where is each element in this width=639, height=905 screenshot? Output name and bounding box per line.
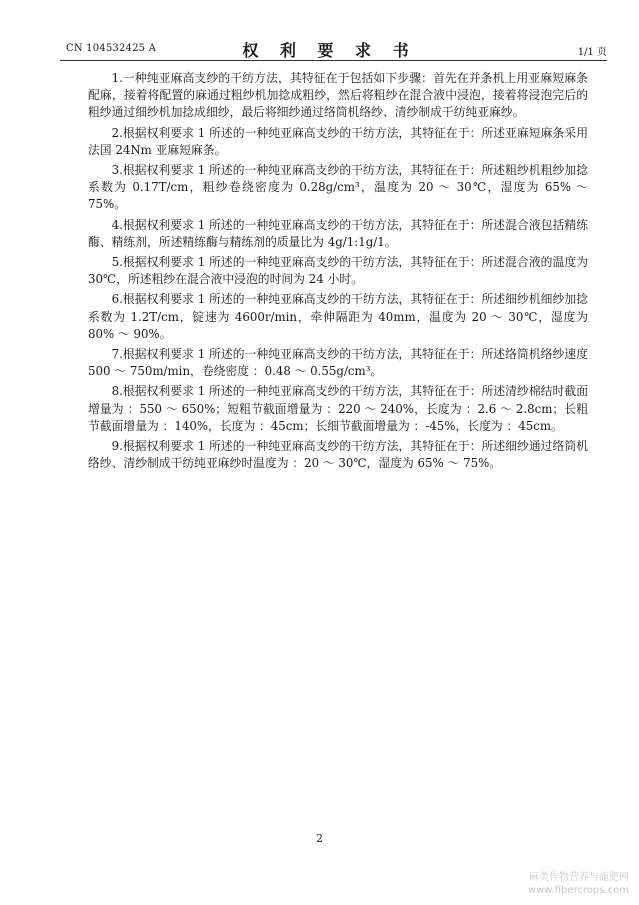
publication-number: CN 104532425 A [66,43,157,54]
claim-3: 3.根据权利要求 1 所述的一种纯亚麻高支纱的干纺方法，其特征在于：所述粗纱机粗纱加捻系数为 0.17T/cm，粗纱卷绕密度为 0.28g/cm³，温度为 20 ～ 30℃，湿度为 65% ～ 75%。 [88,163,588,212]
header-rule [60,60,607,61]
claim-2: 2.根据权利要求 1 所述的一种纯亚麻高支纱的干纺方法，其特征在于：所述亚麻短麻条采用法国 24Nm 亚麻短麻条。 [88,125,588,157]
page-count: 1/1 页 [577,47,607,58]
document-title: 权 利 要 求 书 [242,41,417,60]
watermark-site-name: 麻类作物营养与施肥网 [529,872,629,883]
claims-list [88,70,588,475]
claim-4: 4.根据权利要求 1 所述的一种纯亚麻高支纱的干纺方法，其特征在于：所述混合液包括精练酶、精练剂，所述精练酶与精练剂的质量比为 4g/1:1g/1。 [88,217,588,249]
document-header [52,38,607,60]
watermark [528,871,629,897]
claim-5: 5.根据权利要求 1 所述的一种纯亚麻高支纱的干纺方法，其特征在于：所述混合液的温度为 30℃，所述粗纱在混合液中浸泡的时间为 24 小时。 [88,255,588,287]
claim-6: 6.根据权利要求 1 所述的一种纯亚麻高支纱的干纺方法，其特征在于：所述细纱机细纱加捻系数为 1.2T/cm，锭速为 4600r/min，牵伸隔距为 40mm，温度为 20 ～ 30℃，湿度为 80% ～ 90%。 [88,292,588,341]
claim-7: 7.根据权利要求 1 所述的一种纯亚麻高支纱的干纺方法，其特征在于：所述络筒机络纱速度 500 ～ 750m/min，卷绕密度 ：0.48 ～ 0.55g/cm³。 [88,347,588,379]
claim-9: 9.根据权利要求 1 所述的一种纯亚麻高支纱的干纺方法，其特征在于：所述细纱通过络筒机络纱、清纱制成干纺纯亚麻纱时温度为 ：20 ～ 30℃，湿度为 65% ～ 75%。 [88,439,588,471]
watermark-url: www.fibercrops.com [527,885,629,896]
page-number: 2 [316,832,323,845]
claim-1: 1.一种纯亚麻高支纱的干纺方法，其特征在于包括如下步骤：首先在并条机上用亚麻短麻条配麻，接着将配置的麻通过粗纱机加捻成粗纱，然后将粗纱在混合液中浸泡，接着将浸泡完后的粗纱通过细纱机加捻成细纱，最后将细纱通过络筒机络纱、清纱制成干纺纯亚麻纱。 [88,71,588,120]
claim-8: 8.根据权利要求 1 所述的一种纯亚麻高支纱的干纺方法，其特征在于：所述清纱棉结时截面增量为 ：550 ～ 650%；短粗节截面增量为 ：220 ～ 240%，长度为 ：2.6 ～ 2.8cm；长粗节截面增量为 ：140%，长度为 ：45cm；长细节截面增量为 ：-45%，长度为 ：45cm。 [88,384,588,433]
